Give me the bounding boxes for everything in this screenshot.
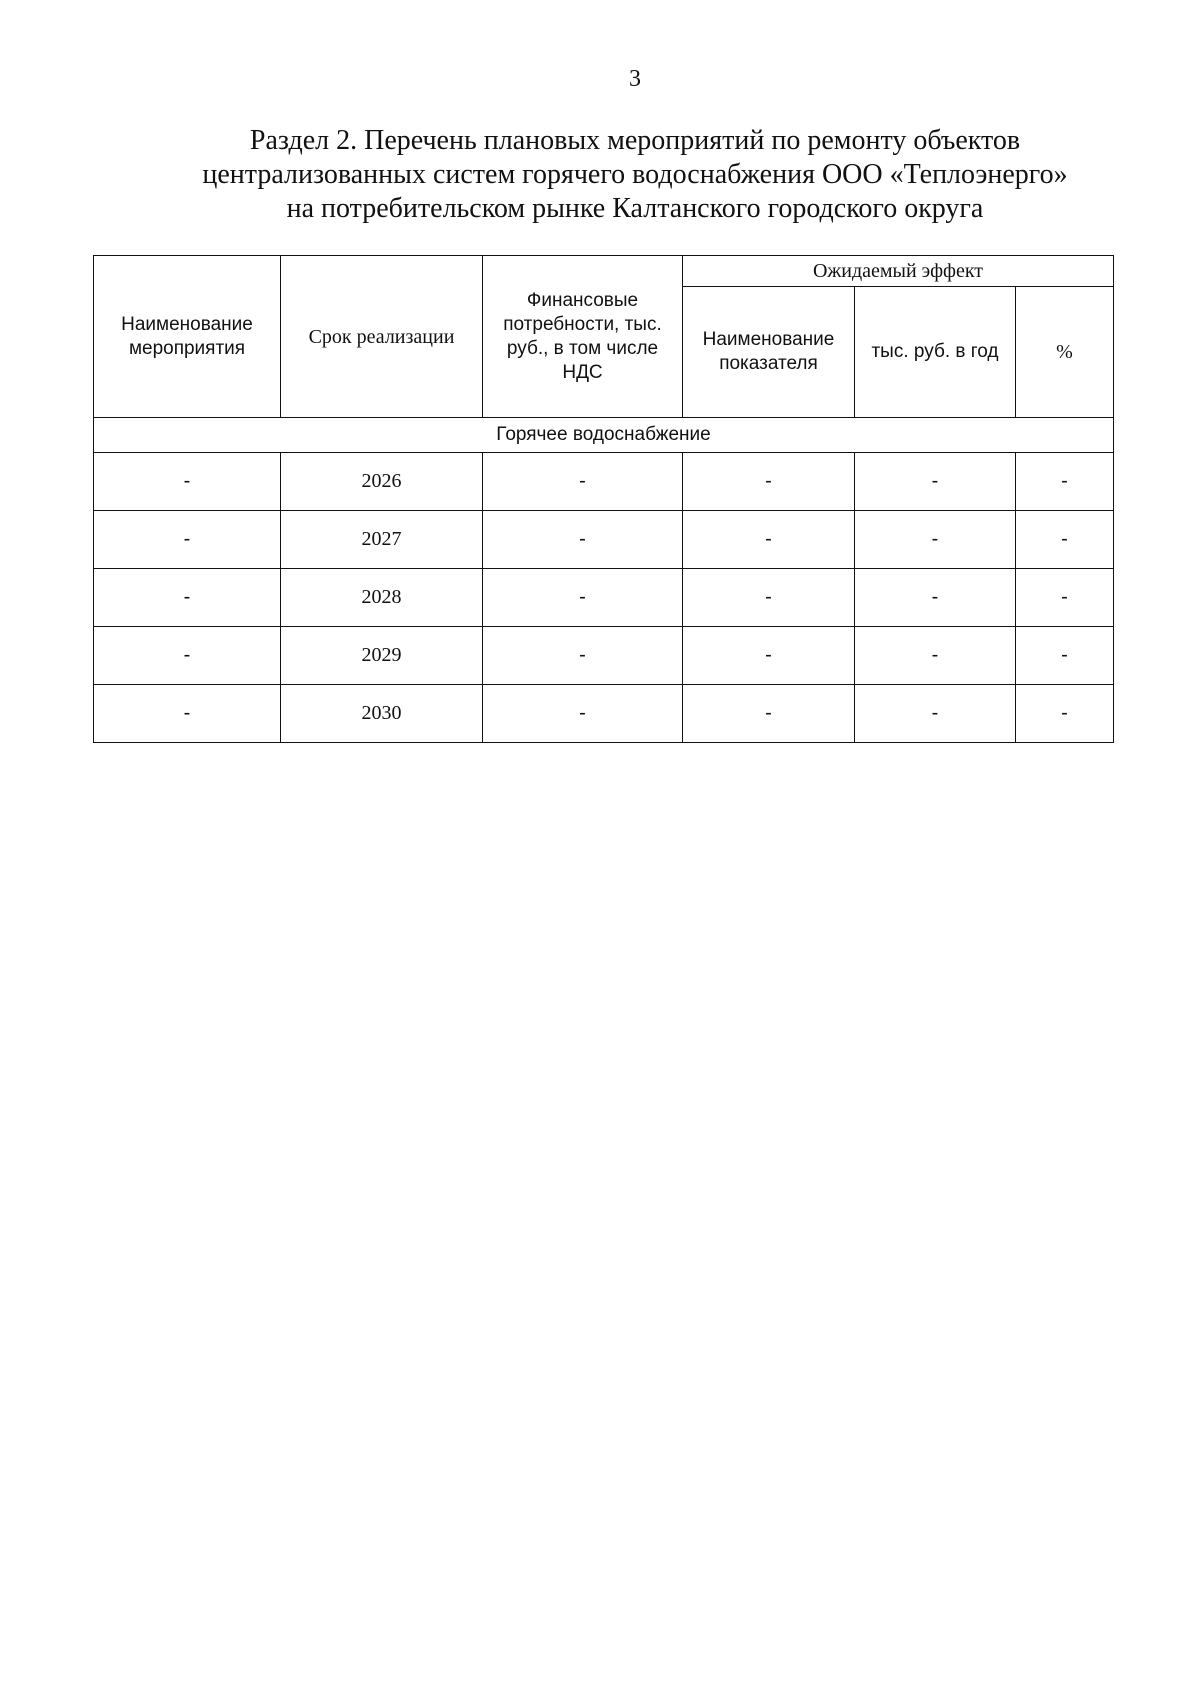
table-row bbox=[94, 685, 1114, 743]
section-title bbox=[90, 124, 1180, 226]
cell-percent: - bbox=[1016, 511, 1114, 569]
cell-finance: - bbox=[483, 569, 683, 627]
plan-table bbox=[93, 255, 1114, 743]
cell-period: 2027 bbox=[281, 511, 483, 569]
cell-period: 2026 bbox=[281, 453, 483, 511]
header-name: Наименование мероприятия bbox=[94, 256, 281, 418]
cell-name: - bbox=[94, 511, 281, 569]
cell-thousand-rub: - bbox=[855, 569, 1016, 627]
cell-name: - bbox=[94, 453, 281, 511]
header-percent: % bbox=[1016, 287, 1114, 418]
table-row bbox=[94, 511, 1114, 569]
table-row bbox=[94, 569, 1114, 627]
header-expected-effect: Ожидаемый эффект bbox=[683, 256, 1114, 287]
header-indicator: Наименование показателя bbox=[683, 287, 855, 418]
table-row bbox=[94, 453, 1114, 511]
title-line-2: централизованных систем горячего водоснабжения ООО «Теплоэнерго» bbox=[202, 159, 1068, 190]
cell-thousand-rub: - bbox=[855, 685, 1016, 743]
cell-name: - bbox=[94, 569, 281, 627]
table-row bbox=[94, 627, 1114, 685]
cell-period: 2029 bbox=[281, 627, 483, 685]
cell-thousand-rub: - bbox=[855, 453, 1016, 511]
cell-percent: - bbox=[1016, 569, 1114, 627]
cell-indicator: - bbox=[683, 685, 855, 743]
cell-thousand-rub: - bbox=[855, 511, 1016, 569]
title-line-3: на потребительском рынке Калтанского городского округа bbox=[286, 193, 984, 224]
cell-percent: - bbox=[1016, 685, 1114, 743]
cell-name: - bbox=[94, 627, 281, 685]
cell-period: 2030 bbox=[281, 685, 483, 743]
cell-finance: - bbox=[483, 627, 683, 685]
cell-name: - bbox=[94, 685, 281, 743]
section-row-hot-water: Горячее водоснабжение bbox=[94, 418, 1114, 453]
cell-indicator: - bbox=[683, 453, 855, 511]
cell-finance: - bbox=[483, 685, 683, 743]
cell-indicator: - bbox=[683, 627, 855, 685]
cell-period: 2028 bbox=[281, 569, 483, 627]
cell-percent: - bbox=[1016, 627, 1114, 685]
cell-finance: - bbox=[483, 511, 683, 569]
cell-thousand-rub: - bbox=[855, 627, 1016, 685]
header-thousand-rub: тыс. руб. в год bbox=[855, 287, 1016, 418]
header-finance: Финансовые потребности, тыс. руб., в том числе НДС bbox=[483, 256, 683, 418]
title-line-1: Раздел 2. Перечень плановых мероприятий по ремонту объектов bbox=[249, 125, 1021, 156]
cell-percent: - bbox=[1016, 453, 1114, 511]
page-number: 3 bbox=[629, 66, 641, 92]
cell-finance: - bbox=[483, 453, 683, 511]
cell-indicator: - bbox=[683, 511, 855, 569]
cell-indicator: - bbox=[683, 569, 855, 627]
header-period: Срок реализации bbox=[281, 256, 483, 418]
